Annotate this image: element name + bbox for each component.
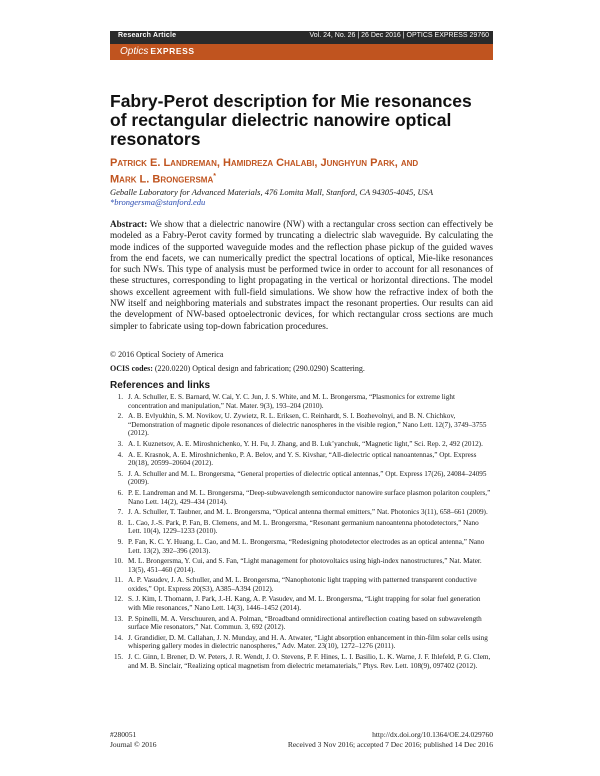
reference-text: P. Fan, K. C. Y. Huang, L. Cao, and M. L. Brongersma, “Redesigning photodetector electrodes as an optical antenna,” Nano Lett. 13(2), 392–396 (2013).: [128, 537, 485, 555]
reference-list: [110, 393, 493, 672]
reference-text: J. Grandidier, D. M. Callahan, J. N. Munday, and H. A. Atwater, “Light absorption enhancement in thin-film solar cells using whispering gallery modes in dielectric nanospheres,” Adv. Mater. 23(10), 1272–1276 (2011).: [128, 633, 488, 651]
citation: Vol. 24, No. 26 | 26 Dec 2016 | OPTICS EXPRESS 29760: [309, 32, 489, 39]
reference-item: [110, 508, 493, 517]
reference-item: [110, 557, 493, 574]
reference-number: 8.: [117, 518, 123, 527]
reference-text: L. Cao, J.-S. Park, P. Fan, B. Clemens, and M. L. Brongersma, “Resonant germanium nanoantenna photodetectors,” Nano Lett. 10(4), 1229–1233 (2010).: [128, 518, 479, 536]
reference-number: 15.: [114, 653, 123, 662]
reference-item: [110, 489, 493, 506]
authors-line-2: Mark L. Brongersma: [110, 173, 214, 186]
article-number: #280051: [110, 730, 137, 739]
author-mark: *: [213, 173, 216, 180]
reference-text: J. A. Schuller and M. L. Brongersma, “General properties of dielectric optical antennas,” Opt. Express 17(26), 24084–24095 (2009).: [128, 469, 487, 487]
reference-text: A. B. Evlyukhin, S. M. Novikov, U. Zywietz, R. L. Eriksen, C. Reinhardt, S. I. Bozhevolnyi, and B. N. Chichkov, “Demonstration of magnetic dipole resonances of dielectric nanospheres in the visible region,” Nano Lett. 12(7), 3749–3755 (2012).: [128, 412, 487, 438]
reference-text: J. A. Schuller, T. Taubner, and M. L. Brongersma, “Optical antenna thermal emitters,” Nat. Photonics 3(11), 658–661 (2009).: [128, 508, 488, 517]
journal-copyright: Journal © 2016: [110, 739, 157, 749]
reference-item: [110, 440, 493, 449]
reference-text: M. L. Brongersma, Y. Cui, and S. Fan, “Light management for photovoltaics using high-index nanostructures,” Nat. Mater. 13(5), 451–460 (2014).: [128, 557, 482, 574]
authors-line-1: Patrick E. Landreman, Hamidreza Chalabi, Junghyun Park, and: [110, 157, 419, 169]
abstract-text: We show that a dielectric nanowire (NW) with a rectangular cross section can effectively be modeled as a Fabry-Perot cavity formed by truncating a dielectric slab waveguide. By calculating the mode indices of the supported waveguide modes and the reflection phase pickup of the guided waves from the end facets, we can numerically predict the spectral locations of optical, Mie-like resonances for such NWs. This type of analysis must be performed twice in order to account for all resonances of these structures, corresponding to light propagating in the vertical or horizontal directions. The model shows excellent agreement with full-field simulations. We show how the refractive index of both the NW itself and neighboring materials and substrates impact the resonant properties. Our results can aid the development of NW-based optoelectronic devices, for which rectangular cross sections are much simpler to fabricate using top-down fabrication procedures.: [110, 219, 493, 331]
reference-text: P. Spinelli, M. A. Verschuuren, and A. Polman, “Broadband omnidirectional antireflection coating based on subwavelength surface Mie resonators,” Nat. Commun. 3, 692 (2012).: [128, 614, 482, 632]
reference-number: 12.: [114, 595, 123, 604]
reference-item: [110, 538, 493, 555]
publication-dates: Received 3 Nov 2016; accepted 7 Dec 2016; published 14 Dec 2016: [287, 739, 493, 749]
reference-number: 4.: [117, 450, 123, 459]
reference-item: [110, 576, 493, 593]
reference-item: [110, 634, 493, 651]
header-bar: [110, 31, 493, 44]
abstract: [110, 219, 493, 332]
copyright: © 2016 Optical Society of America: [110, 350, 224, 359]
authors: [110, 157, 493, 187]
reference-item: [110, 653, 493, 670]
reference-number: 3.: [117, 439, 123, 448]
reference-number: 1.: [117, 393, 123, 401]
doi-link[interactable]: http://dx.doi.org/10.1364/OE.24.029760: [372, 730, 493, 739]
ocis-label: OCIS codes:: [110, 364, 153, 373]
paper-title: Fabry-Perot description for Mie resonances of rectangular dielectric nanowire optical resonators: [110, 91, 472, 149]
footer-right: [288, 730, 493, 749]
reference-number: 14.: [114, 633, 123, 642]
reference-item: [110, 470, 493, 487]
reference-number: 10.: [114, 557, 123, 566]
reference-item: [110, 412, 493, 438]
reference-number: 9.: [117, 537, 123, 546]
article-type: Research Article: [118, 32, 177, 39]
reference-number: 13.: [114, 614, 123, 623]
reference-number: 7.: [117, 508, 123, 517]
abstract-label: Abstract:: [110, 219, 148, 229]
reference-text: J. A. Schuller, E. S. Barnard, W. Cai, Y. C. Jun, J. S. White, and M. L. Brongersma, “Plasmonics for extreme light concentration and manipulation,” Nat. Mater. 9(3), 193–204 (2010).: [128, 393, 455, 410]
reference-text: A. I. Kuznetsov, A. E. Miroshnichenko, Y. H. Fu, J. Zhang, and B. Luk’yanchuk, “Magnetic light,” Sci. Rep. 2, 492 (2012).: [128, 439, 483, 448]
reference-text: A. E. Krasnok, A. E. Miroshnichenko, P. A. Belov, and Y. S. Kivshar, “All-dielectric optical nanoantennas,” Opt. Express 20(18), 20599–20604 (2012).: [128, 450, 477, 468]
email-link[interactable]: *brongersma@stanford.edu: [110, 197, 206, 207]
reference-number: 6.: [117, 488, 123, 497]
reference-item: [110, 393, 493, 410]
journal-logo: [120, 46, 195, 57]
reference-item: [110, 615, 493, 632]
affiliation: Geballe Laboratory for Advanced Materials, 476 Lomita Mall, Stanford, CA 94305-4045, USA: [110, 187, 434, 197]
references-heading: References and links: [110, 380, 211, 391]
footer-left: [110, 730, 157, 749]
reference-number: 11.: [114, 576, 123, 585]
reference-text: S. J. Kim, I. Thomann, J. Park, J.-H. Kang, A. P. Vasudev, and M. L. Brongersma, “Light trapping for solar fuel generation with Mie resonances,” Nano Lett. 14(3), 1446–1452 (2014).: [128, 595, 481, 613]
reference-item: [110, 595, 493, 612]
reference-text: P. E. Landreman and M. L. Brongersma, “Deep-subwavelength semiconductor nanowire surface plasmon polariton couplers,” Nano Lett. 14(2), 429–434 (2014).: [128, 488, 491, 506]
reference-item: [110, 451, 493, 468]
ocis-text: (220.0220) Optical design and fabrication; (290.0290) Scattering.: [154, 364, 365, 373]
reference-text: J. C. Ginn, I. Brener, D. W. Peters, J. R. Wendt, J. O. Stevens, P. F. Hines, L. I. Basilio, L. K. Warne, J. F. Ihlefeld, P. G. Clem, and M. B. Sinclair, “Realizing optical magnetism from dielectric metamaterials,” Phys. Rev. Lett. 108(9), 097402 (2012).: [128, 653, 491, 670]
journal-name-1: Optics: [120, 46, 149, 57]
authors-line-2-wrap: [110, 170, 493, 187]
reference-number: 5.: [117, 469, 123, 478]
journal-banner: [110, 44, 493, 60]
journal-name-2: EXPRESS: [150, 46, 195, 56]
reference-item: [110, 519, 493, 536]
reference-text: A. P. Vasudev, J. A. Schuller, and M. L. Brongersma, “Nanophotonic light trapping with patterned transparent conductive oxides,” Opt. Express 20(S3), A385–A394 (2012).: [128, 576, 477, 593]
reference-number: 2.: [117, 412, 123, 421]
ocis-codes: [110, 364, 493, 373]
